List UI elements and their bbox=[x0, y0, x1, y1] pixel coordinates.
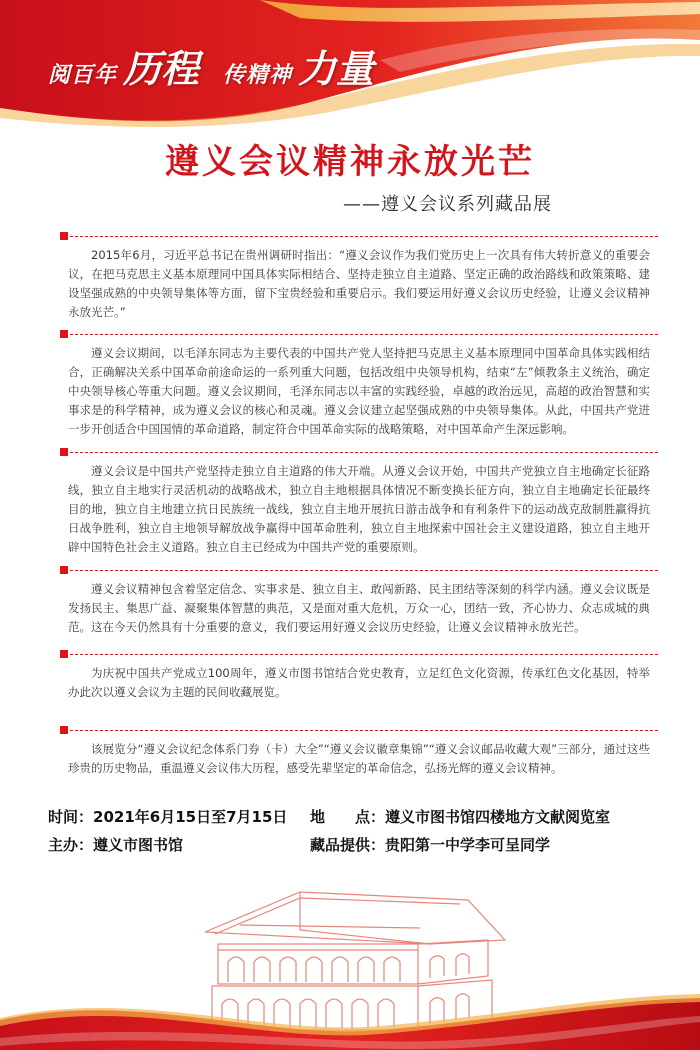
section-4 bbox=[60, 566, 658, 637]
section-text: 2015年6月，习近平总书记在贵州调研时指出：“遵义会议作为我们党历史上一次具有伟大转折意义的重要会议，在把马克思主义基本原理同中国具体实际相结合、坚持走独立自主道路、坚定正确的政治路线和政策策略、建设坚强成熟的中央领导集体等方面，留下宝贵经验和重要启示。我们要运用好遵义会议历史经验，让遵义会议精神永放光芒。” bbox=[68, 248, 650, 319]
provider-label: 藏品提供： bbox=[310, 836, 386, 854]
banner-slogan bbox=[48, 38, 392, 91]
slogan-part-2: 历程 bbox=[123, 46, 200, 91]
slogan-part-3: 传精神 bbox=[223, 62, 293, 88]
top-banner bbox=[0, 0, 700, 130]
section-divider bbox=[60, 726, 658, 734]
section-5 bbox=[60, 650, 658, 702]
bottom-decoration bbox=[0, 870, 700, 1050]
section-text: 为庆祝中国共产党成立100周年，遵义市图书馆结合党史教育，立足红色文化资源，传承红色文化基因，特举办此次以遵义会议为主题的民间收藏展览。 bbox=[68, 666, 650, 699]
section-divider bbox=[60, 330, 658, 338]
section-6 bbox=[60, 726, 658, 778]
bullet-square-icon bbox=[60, 330, 68, 338]
bullet-square-icon bbox=[60, 726, 68, 734]
zunyi-meeting-site-building-icon bbox=[0, 870, 700, 1050]
provider-value: 贵阳第一中学李可呈同学 bbox=[385, 836, 551, 854]
host-value: 遵义市图书馆 bbox=[93, 836, 184, 854]
section-text: 遵义会议精神包含着坚定信念、实事求是、独立自主、敢闯新路、民主团结等深刻的科学内涵。遵义会议既是发扬民主、集思广益、凝聚集体智慧的典范，又是面对重大危机，万众一心，团结一致，齐心协力、众志成城的典范。这在今天仍然具有十分重要的意义，我们要运用好遵义会议历史经验，让遵义会议精神永放光芒。 bbox=[68, 582, 650, 634]
section-2 bbox=[60, 330, 658, 439]
time-label: 时间： bbox=[48, 808, 94, 826]
host-label: 主办： bbox=[48, 836, 94, 854]
place-value: 遵义市图书馆四楼地方文献阅览室 bbox=[385, 808, 611, 826]
place-label: 地 点： bbox=[310, 808, 386, 826]
section-text: 遵义会议是中国共产党坚持走独立自主道路的伟大开端。从遵义会议开始，中国共产党独立自主地确定长征路线，独立自主地实行灵活机动的战略战术，独立自主地根据具体情况不断变换长征方向，独立自主地确定长征最终目的地，独立自主地建立抗日民族统一战线，独立自主地开展抗日游击战争和有利条件下的运动战克敌制胜赢得抗日战争胜利，独立自主地领导解放战争赢得中国革命胜利，独立自主地探索中国社会主义建设道路，独立自主地开辟中国特色社会主义道路。独立自主已经成为中国共产党的重要原则。 bbox=[68, 464, 650, 554]
section-divider bbox=[60, 650, 658, 658]
time-value: 2021年6月15日至7月15日 bbox=[93, 808, 288, 826]
section-divider bbox=[60, 448, 658, 456]
bullet-square-icon bbox=[60, 448, 68, 456]
page-subtitle: ——遵义会议系列藏品展 bbox=[343, 194, 552, 215]
page-title: 遵义会议精神永放光芒 bbox=[165, 142, 535, 182]
bullet-square-icon bbox=[60, 566, 68, 574]
section-divider bbox=[60, 566, 658, 574]
slogan-part-4: 力量 bbox=[298, 46, 375, 91]
section-text: 该展览分“遵义会议纪念体系门券（卡）大全”“遵义会议徽章集锦”“遵义会议邮品收藏大观”三部分，通过这些珍贵的历史物品，重温遵义会议伟大历程，感受先辈坚定的革命信念，弘扬光辉的遵义会议精神。 bbox=[68, 742, 650, 775]
section-text: 遵义会议期间，以毛泽东同志为主要代表的中国共产党人坚持把马克思主义基本原理同中国革命具体实践相结合，正确解决关系中国革命前途命运的一系列重大问题，包括改组中央领导机构，结束“左”倾教条主义统治，确定中央领导核心等重大问题。遵义会议期间，毛泽东同志以丰富的实践经验，卓越的政治远见，高超的政治智慧和实事求是的科学精神，成为遵义会议的核心和灵魂。遵义会议建立起坚强成熟的中央领导集体。从此，中国共产党进一步开创适合中国国情的革命道路，制定符合中国革命实际的战略策略，对中国革命产生深远影响。 bbox=[68, 346, 650, 436]
section-3 bbox=[60, 448, 658, 557]
bullet-square-icon bbox=[60, 650, 68, 658]
slogan-part-1: 阅百年 bbox=[48, 62, 118, 88]
section-divider bbox=[60, 232, 658, 240]
bullet-square-icon bbox=[60, 232, 68, 240]
section-1 bbox=[60, 232, 658, 322]
